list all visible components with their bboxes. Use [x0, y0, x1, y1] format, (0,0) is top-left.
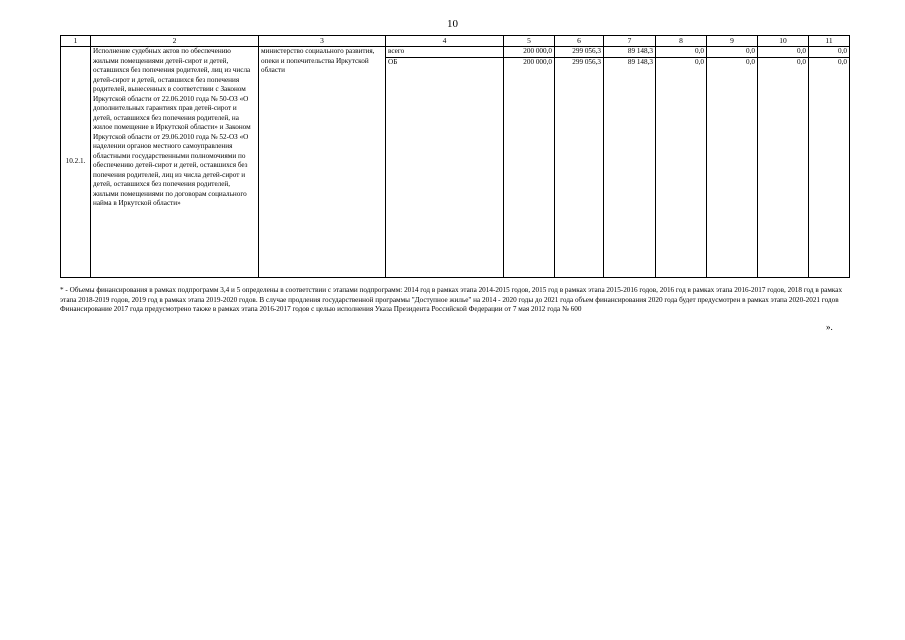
amount-cell: 299 056,3: [555, 58, 604, 278]
column-header: 1: [61, 36, 91, 47]
notes-block: [60, 286, 855, 315]
page-number: 10: [447, 18, 458, 30]
amount-cell: 89 148,3: [604, 58, 656, 278]
amount-cell: 0,0: [809, 58, 850, 278]
closing-quote: ».: [826, 322, 833, 332]
amount-cell: 299 056,3: [555, 47, 604, 58]
amount-cell: 0,0: [707, 58, 758, 278]
footnote-text: * - Объемы финансирования в рамках подпрограмм 3,4 и 5 определены в соответствии с этапами подпрограмм: 2014 год в рамках этапа 2014-2015 годов, 2015 год в рамках этапа 2015-2016 годов, 2016 год в рамках этапа 2016-2017 годов, 2018 год в рамках этапа 2018-2019 годов, 2019 год в рамках этапа 2019-2020 годов. В случае продления государственной программы "Доступное жилье" на 2014 - 2020 годы до 2021 года объем финансирования 2020 года будет предусмотрен в рамках этапа 2020-2021 годов: [60, 286, 843, 304]
activity-description: Исполнение судебных актов по обеспечению жилыми помещениями детей-сирот и детей, оставшихся без попечения родителей, лиц из числа детей-сирот и детей, оставшихся без попечения родителей, вынесенных в соответствии с Законом Иркутской области от 22.06.2010 года № 50-ОЗ «О дополнительных гарантиях прав детей-сирот и детей, оставшихся без попечения родителей, на жилое помещение в Иркутской области» и Законом Иркутской области от 29.06.2010 года № 52-ОЗ «О наделении органов местного самоуправления областными государственными полномочиями по обеспечению детей-сирот и детей, оставшихся без попечения родителей, лиц из числа детей-сирот и детей, оставшихся без попечения родителей, жилыми помещениями по договорам социального найма в Иркутской области»: [91, 47, 259, 278]
amount-cell: 0,0: [707, 47, 758, 58]
amount-cell: 0,0: [656, 58, 707, 278]
amount-cell: 0,0: [758, 58, 809, 278]
amount-cell: 200 000,0: [504, 58, 555, 278]
column-header: 11: [809, 36, 850, 47]
funding-source: ОБ: [386, 58, 504, 278]
row-id: 10.2.1.: [61, 47, 91, 278]
amount-cell: 0,0: [809, 47, 850, 58]
funding-source: всего: [386, 47, 504, 58]
column-header: 9: [707, 36, 758, 47]
column-header: 2: [91, 36, 259, 47]
amount-cell: 89 148,3: [604, 47, 656, 58]
amount-cell: 200 000,0: [504, 47, 555, 58]
table-row: [61, 47, 850, 58]
column-header: 7: [604, 36, 656, 47]
column-header: 6: [555, 36, 604, 47]
column-header: 4: [386, 36, 504, 47]
financing-table: [60, 35, 850, 278]
column-header: 10: [758, 36, 809, 47]
column-header: 3: [259, 36, 386, 47]
column-number-header-row: [61, 36, 850, 47]
column-header: 8: [656, 36, 707, 47]
amount-cell: 0,0: [656, 47, 707, 58]
column-header: 5: [504, 36, 555, 47]
amount-cell: 0,0: [758, 47, 809, 58]
responsible-executor: министерство социального развития, опеки и попечительства Иркутской области: [259, 47, 386, 278]
financing-note: Финансирование 2017 года предусмотрено также в рамках этапа 2016-2017 годов с целью исполнения Указа Президента Российской Федерации от 7 мая 2012 года № 600: [60, 305, 582, 314]
